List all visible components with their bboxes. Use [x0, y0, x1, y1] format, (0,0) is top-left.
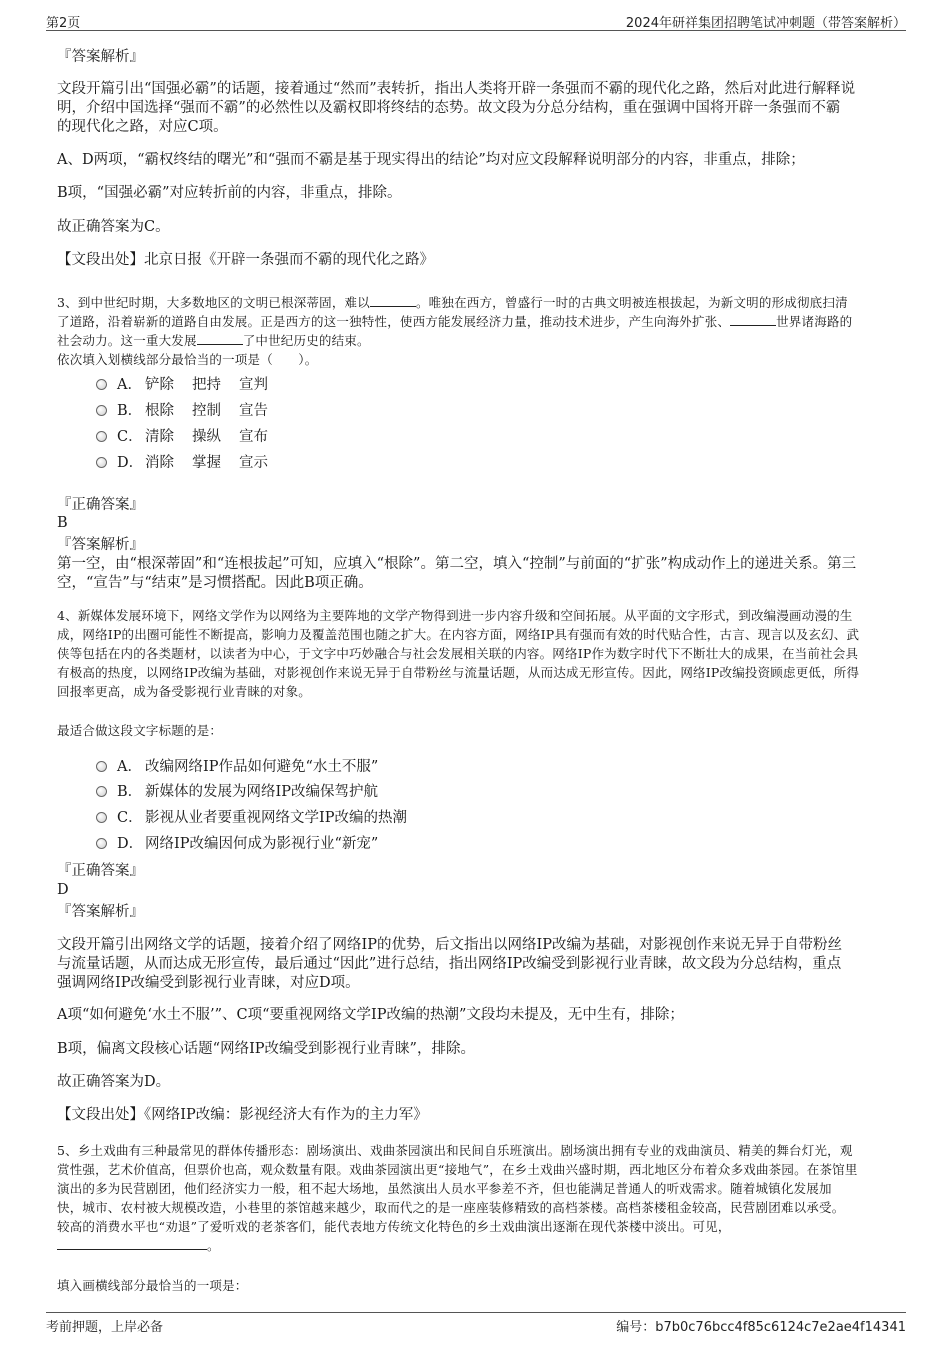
radio-button[interactable] [96, 457, 107, 468]
q4-option-a[interactable]: A． 改编网络IP作品如何避免“水土不服” [96, 757, 378, 777]
document-code: 编号：b7b0c76bcc4f85c6124c7e2ae4f14341 [616, 1320, 906, 1335]
q4-analysis-label: 『答案解析』 [57, 904, 144, 920]
q3-option-b[interactable]: B． 根除 控制 宣告 [96, 401, 286, 421]
q4-analysis: 文段开篇引出网络文学的话题，接着介绍了网络IP的优势，后文指出以网络IP改编为基础，对影视创作来说无异于自带粉丝 与流量话题，从而达成无形宣传，最后通过“因此”进行总结，指出网络IP改编受到影视行业青睐，故文段为分总结构，重点 强调网络IP改编受到影视行业青睐，对应D项。 [57, 937, 842, 991]
q4-option-c[interactable]: C． 影视从业者要重视网络文学IP改编的热潮 [96, 808, 407, 828]
radio-button[interactable] [96, 431, 107, 442]
q3-correct-answer: B [57, 515, 68, 531]
radio-button[interactable] [96, 812, 107, 823]
q3-option-a[interactable]: A． 铲除 把持 宣判 [96, 375, 286, 395]
page-footer [46, 1312, 906, 1335]
q4-prompt: 最适合做这段文字标题的是： [57, 723, 223, 738]
q4-correct-label: 『正确答案』 [57, 863, 144, 879]
q2-ad-exclusion: A、D两项，“霸权终结的曙光”和“强而不霸是基于现实得出的结论”均对应文段解释说明部分的内容，非重点，排除； [57, 152, 805, 168]
q2-analysis: 文段开篇引出“国强必霸”的话题，接着通过“然而”表转折，指出人类将开辟一条强而不霸的现代化之路，然后对此进行解释说 明，介绍中国选择“强而不霸”的必然性以及霸权即将终结的态势。故文段为分总分结构，重在强调中国将开辟一条强而不霸 的现代化之路，对应C项。 [57, 81, 856, 135]
q3-analysis-label: 『答案解析』 [57, 537, 144, 553]
blank-line [197, 332, 243, 345]
q4-conclusion: 故正确答案为D。 [57, 1074, 171, 1090]
q3-analysis: 第一空，由“根深蒂固”和“连根拔起”可知，应填入“根除”。第二空，填入“控制”与前面的“扩张”构成动作上的递进关系。第三 空，“宣告”与“结束”是习惯搭配。因此B项正确。 [57, 556, 857, 591]
q2-b-exclusion: B项，“国强必霸”对应转折前的内容，非重点，排除。 [57, 185, 402, 201]
radio-button[interactable] [96, 761, 107, 772]
q2-source: 【文段出处】北京日报《开辟一条强而不霸的现代化之路》 [57, 252, 434, 268]
blank-line [730, 313, 776, 326]
q4-stem: 4、新媒体发展环境下，网络文学作为以网络为主要阵地的文学产物得到进一步内容升级和空间拓展。从平面的文字形式，到改编漫画动漫的生 成，网络IP的出圈可能性不断提高，影响力及覆盖范围也随之扩大。在内容方面，网络IP具有强而有效的时代贴合性，古言、现言以及玄幻、武 侠等包括在内的各类题材，以读者为中心，于文字中巧妙融合与社会发展相关联的内容。网络IP作为数字时代下不断壮大的成果，在当前社会具 有极高的热度，以网络IP改编为基础，对影视创作来说无异于自带粉丝与流量话题，从而达成无形宣传。因此，网络IP改编投资顾虑更低，所得 回报率更高，成为备受影视行业青睐的对象。 [57, 608, 860, 699]
q3-option-c[interactable]: C． 清除 操纵 宣布 [96, 427, 286, 447]
q5-prompt: 填入画横线部分最恰当的一项是： [57, 1278, 248, 1293]
q4-correct-answer: D [57, 882, 69, 898]
q4-b-exclusion: B项，偏离文段核心话题“网络IP改编受到影视行业青睐”，排除。 [57, 1041, 475, 1057]
q4-option-b[interactable]: B． 新媒体的发展为网络IP改编保驾护航 [96, 782, 378, 802]
q2-analysis-label: 『答案解析』 [57, 49, 144, 65]
q5-stem: 5、乡土戏曲有三种最常见的群体传播形态：剧场演出、戏曲茶园演出和民间自乐班演出。剧场演出拥有专业的戏曲演员、精美的舞台灯光，观 赏性强，艺术价值高，但票价也高，观众数量有限。戏曲茶园演出更“接地气”，在乡土戏曲兴盛时期，西北地区分布着众多戏曲茶园。在茶馆里 演出的多为民营剧团，他们经济实力一般，租不起大场地，虽然演出人员水平参差不齐，但也能满足普通人的听戏需求。随着城镇化发展加 快，城市、农村被大规模改造，小巷里的茶馆越来越少，取而代之的是一座座装修精致的高档茶楼。高档茶楼租金较高，民营剧团难以承受。 较高的消费水平也“劝退”了爱听戏的老茶客们，能代表地方传统文化特色的乡土戏曲演出逐渐在现代茶楼中淡出。可见， 。 [57, 1143, 858, 1253]
q3-option-d[interactable]: D． 消除 掌握 宣示 [96, 453, 286, 473]
blank-line [370, 294, 416, 307]
q4-option-d[interactable]: D． 网络IP改编因何成为影视行业“新宠” [96, 834, 378, 854]
q4-ac-exclusion: A项“如何避免‘水土不服’”、C项“要重视网络文学IP改编的热潮”文段均未提及，无中生有，排除； [57, 1007, 684, 1023]
document-title: 2024年研祥集团招聘笔试冲刺题（带答案解析） [625, 16, 906, 31]
q3-stem: 3、到中世纪时期，大多数地区的文明已根深蒂固，难以 。唯独在西方，曾盛行一时的古典文明被连根拔起，为新文明的形成彻底扫清 了道路，沿着崭新的道路自由发展。正是西方的这一独特性，使西方能发展经济力量，推动技术进步，产生向海外扩张、 世界诸海路的 社会动力。这一重大发展 了中世纪历史的结束。 依次填入划横线部分最恰当的一项是（ ）。 [57, 295, 853, 367]
radio-button[interactable] [96, 405, 107, 416]
radio-button[interactable] [96, 838, 107, 849]
q2-conclusion: 故正确答案为C。 [57, 219, 170, 235]
radio-button[interactable] [96, 786, 107, 797]
radio-button[interactable] [96, 379, 107, 390]
footer-slogan: 考前押题，上岸必备 [46, 1320, 164, 1335]
q3-correct-label: 『正确答案』 [57, 497, 144, 513]
blank-line [57, 1237, 207, 1250]
page-header [46, 10, 906, 31]
q4-source: 【文段出处】《网络IP改编：影视经济大有作为的主力军》 [57, 1107, 428, 1123]
page-number: 第2页 [46, 16, 81, 31]
